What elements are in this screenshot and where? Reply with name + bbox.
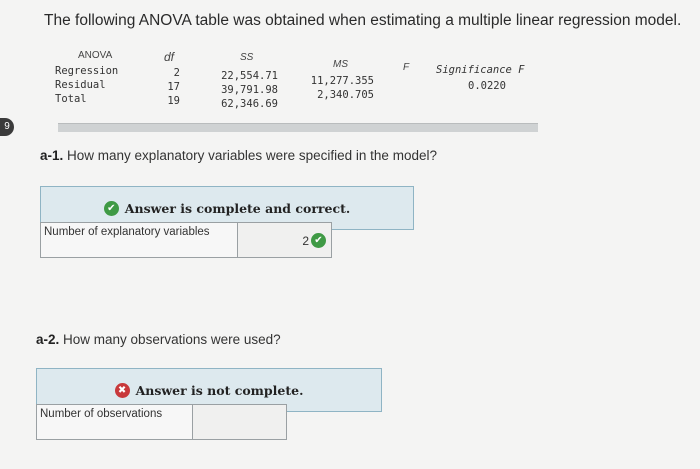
anova-header-ms: MS	[333, 59, 348, 70]
anova-header-ss: SS	[240, 52, 254, 63]
anova-header-df: df	[164, 50, 175, 64]
answer-input-a1[interactable]	[237, 222, 332, 258]
anova-regression-significance: 0.0220	[468, 80, 506, 92]
question-a2-text: How many observations were used?	[63, 332, 281, 347]
anova-total-df: 19	[167, 95, 180, 107]
anova-row-residual-label: Residual	[55, 79, 106, 91]
anova-residual-ms: 2,340.705	[317, 89, 374, 101]
anova-header-significance: Significance F	[436, 64, 525, 76]
answer-status-a2: Answer is not complete.	[135, 382, 304, 398]
question-number-tab[interactable]: 9	[0, 118, 14, 136]
question-a2	[36, 332, 281, 347]
answer-input-a2[interactable]	[192, 404, 287, 440]
anova-regression-ms: 11,277.355	[310, 75, 374, 87]
table-divider	[58, 123, 538, 132]
field-label-a2: Number of observations	[36, 404, 193, 440]
question-a1	[40, 148, 437, 163]
anova-regression-ss: 22,554.71	[221, 70, 278, 82]
anova-total-ss: 62,346.69	[221, 98, 278, 110]
anova-residual-ss: 39,791.98	[221, 84, 278, 96]
check-circle-icon: ✔	[104, 201, 119, 216]
anova-row-total-label: Total	[55, 93, 87, 105]
answer-status-a1: Answer is complete and correct.	[124, 200, 351, 216]
check-circle-icon: ✔	[311, 233, 326, 248]
anova-header-source: ANOVA	[78, 50, 113, 61]
question-a1-text: How many explanatory variables were specified in the model?	[67, 148, 437, 163]
anova-residual-df: 17	[167, 81, 180, 93]
question-a1-label: a-1.	[40, 148, 64, 163]
question-a2-label: a-2.	[36, 332, 60, 347]
question-title: The following ANOVA table was obtained when estimating a multiple linear regression model.	[44, 12, 682, 29]
anova-row-regression-label: Regression	[55, 65, 119, 77]
field-label-a1: Number of explanatory variables	[40, 222, 238, 258]
answer-value-a1: 2	[302, 234, 309, 248]
anova-header-f: F	[403, 62, 410, 73]
x-circle-icon: ✖	[115, 383, 130, 398]
anova-regression-df: 2	[173, 67, 180, 79]
